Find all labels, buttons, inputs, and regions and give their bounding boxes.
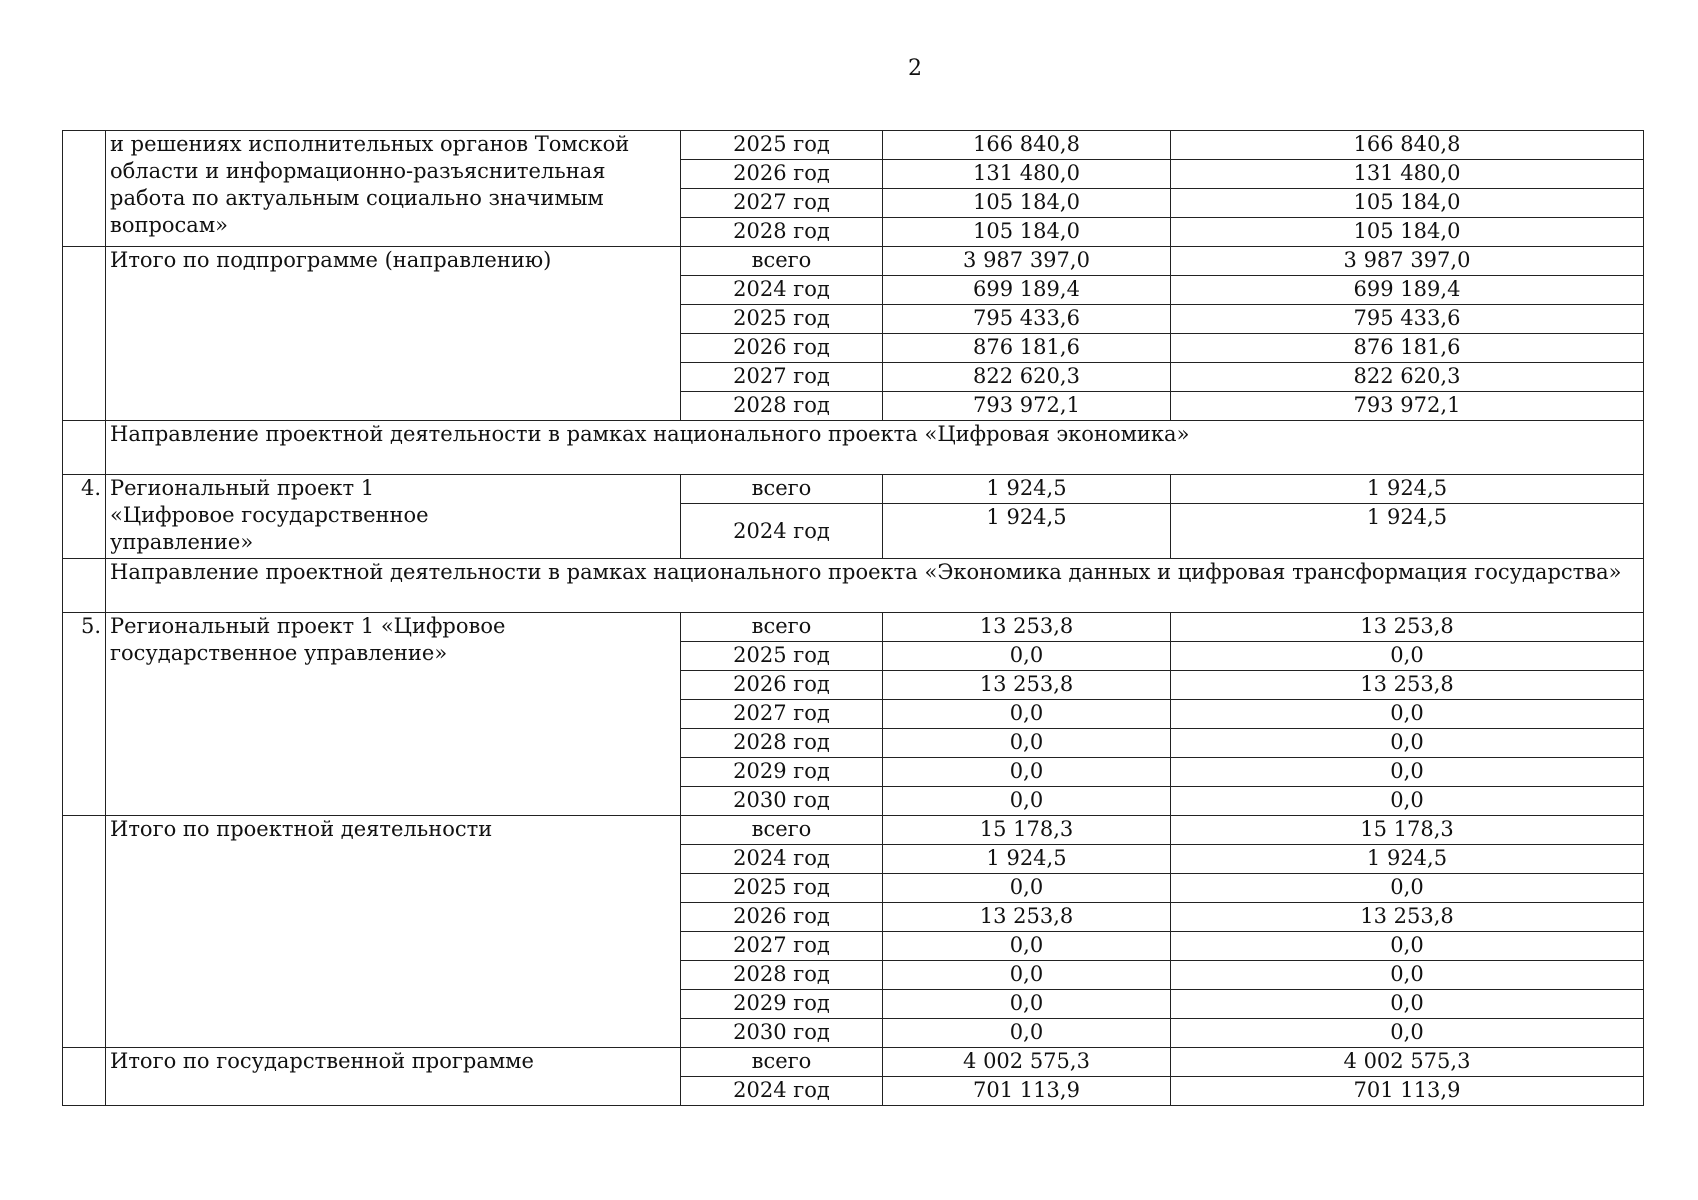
year-cell: 2027 год: [681, 363, 883, 392]
row-number-cell: 5.: [63, 613, 106, 816]
amount-cell: 0,0: [1171, 787, 1644, 816]
amount-cell: 105 184,0: [1171, 218, 1644, 247]
amount-cell: 105 184,0: [883, 189, 1171, 218]
amount-cell: 0,0: [1171, 642, 1644, 671]
amount-cell: 0,0: [883, 642, 1171, 671]
table-row: [63, 613, 1644, 642]
amount-cell: 105 184,0: [1171, 189, 1644, 218]
amount-cell: 701 113,9: [1171, 1077, 1644, 1106]
amount-cell: 0,0: [883, 990, 1171, 1019]
amount-cell: 3 987 397,0: [1171, 247, 1644, 276]
year-cell: 2030 год: [681, 787, 883, 816]
amount-cell: 0,0: [883, 1019, 1171, 1048]
amount-cell: 0,0: [883, 758, 1171, 787]
amount-cell: 0,0: [883, 700, 1171, 729]
item-name-cell: Региональный проект 1 «Цифровое государственное управление»: [106, 613, 681, 816]
amount-cell: 699 189,4: [1171, 276, 1644, 305]
amount-cell: 0,0: [883, 729, 1171, 758]
amount-cell: 13 253,8: [1171, 613, 1644, 642]
year-cell: 2027 год: [681, 700, 883, 729]
year-cell: 2025 год: [681, 131, 883, 160]
row-number-cell: [63, 247, 106, 421]
amount-cell: 793 972,1: [883, 392, 1171, 421]
amount-cell: 795 433,6: [883, 305, 1171, 334]
amount-cell: 1 924,5: [1171, 845, 1644, 874]
table-row: [63, 247, 1644, 276]
amount-cell: 0,0: [1171, 932, 1644, 961]
amount-cell: 166 840,8: [1171, 131, 1644, 160]
amount-cell: 793 972,1: [1171, 392, 1644, 421]
amount-cell: 795 433,6: [1171, 305, 1644, 334]
year-cell: 2026 год: [681, 903, 883, 932]
item-name-text: Региональный проект 1 «Цифровое государственное управление»: [110, 476, 429, 554]
item-name-cell: [106, 475, 681, 559]
amount-cell: 1 924,5: [1171, 475, 1644, 504]
year-cell: всего: [681, 816, 883, 845]
year-cell: 2029 год: [681, 990, 883, 1019]
year-cell: 2025 год: [681, 642, 883, 671]
amount-cell: 13 253,8: [1171, 671, 1644, 700]
item-name-cell: и решениях исполнительных органов Томской области и информационно-разъяснительная работа по актуальным социально значимым вопросам»: [106, 131, 681, 247]
amount-cell: 3 987 397,0: [883, 247, 1171, 276]
section-heading: Направление проектной деятельности в рамках национального проекта «Цифровая экономика»: [106, 421, 1644, 475]
row-number-cell: 4.: [63, 475, 106, 559]
year-cell: 2029 год: [681, 758, 883, 787]
row-number-cell: [63, 559, 106, 613]
year-cell: 2026 год: [681, 334, 883, 363]
year-cell: 2024 год: [681, 504, 883, 559]
amount-cell: 13 253,8: [1171, 903, 1644, 932]
table-row: [63, 1048, 1644, 1077]
year-cell: всего: [681, 1048, 883, 1077]
amount-cell: 1 924,5: [883, 845, 1171, 874]
amount-cell: 13 253,8: [883, 671, 1171, 700]
page-number: 2: [908, 56, 922, 81]
amount-cell: 0,0: [1171, 961, 1644, 990]
amount-cell: 0,0: [1171, 700, 1644, 729]
amount-cell: 0,0: [883, 874, 1171, 903]
amount-cell: 15 178,3: [1171, 816, 1644, 845]
amount-cell: 4 002 575,3: [1171, 1048, 1644, 1077]
year-cell: 2028 год: [681, 961, 883, 990]
year-cell: 2027 год: [681, 932, 883, 961]
funding-table: [62, 130, 1644, 1106]
amount-cell: 0,0: [883, 787, 1171, 816]
subtotal-label-cell: Итого по проектной деятельности: [106, 816, 681, 1048]
year-cell: 2024 год: [681, 276, 883, 305]
amount-cell: 0,0: [1171, 1019, 1644, 1048]
amount-cell: 13 253,8: [883, 903, 1171, 932]
amount-cell: 166 840,8: [883, 131, 1171, 160]
table-row: [63, 131, 1644, 160]
row-number-cell: [63, 421, 106, 475]
year-cell: 2030 год: [681, 1019, 883, 1048]
amount-cell: 15 178,3: [883, 816, 1171, 845]
amount-cell: 4 002 575,3: [883, 1048, 1171, 1077]
amount-cell: 0,0: [1171, 874, 1644, 903]
section-heading-row: [63, 559, 1644, 613]
amount-cell: 876 181,6: [883, 334, 1171, 363]
amount-cell: 701 113,9: [883, 1077, 1171, 1106]
amount-cell: 822 620,3: [1171, 363, 1644, 392]
amount-cell: 1 924,5: [883, 504, 1171, 559]
table-row: [63, 475, 1644, 504]
section-heading: Направление проектной деятельности в рамках национального проекта «Экономика данных и цифровая трансформация государства»: [106, 559, 1644, 613]
year-cell: 2024 год: [681, 845, 883, 874]
year-cell: 2027 год: [681, 189, 883, 218]
year-cell: 2025 год: [681, 874, 883, 903]
subtotal-label-cell: Итого по подпрограмме (направлению): [106, 247, 681, 421]
amount-cell: 876 181,6: [1171, 334, 1644, 363]
amount-cell: 0,0: [1171, 990, 1644, 1019]
amount-cell: 105 184,0: [883, 218, 1171, 247]
year-cell: 2028 год: [681, 218, 883, 247]
section-heading-row: [63, 421, 1644, 475]
amount-cell: 0,0: [883, 932, 1171, 961]
row-number-cell: [63, 816, 106, 1048]
year-cell: всего: [681, 475, 883, 504]
amount-cell: 13 253,8: [883, 613, 1171, 642]
amount-cell: 1 924,5: [1171, 504, 1644, 559]
row-number-cell: [63, 131, 106, 247]
year-cell: 2028 год: [681, 729, 883, 758]
row-number-cell: [63, 1048, 106, 1106]
year-cell: 2028 год: [681, 392, 883, 421]
amount-cell: 0,0: [883, 961, 1171, 990]
year-cell: всего: [681, 247, 883, 276]
amount-cell: 0,0: [1171, 729, 1644, 758]
table-row: [63, 816, 1644, 845]
year-cell: всего: [681, 613, 883, 642]
year-cell: 2024 год: [681, 1077, 883, 1106]
amount-cell: 822 620,3: [883, 363, 1171, 392]
amount-cell: 0,0: [1171, 758, 1644, 787]
year-cell: 2026 год: [681, 160, 883, 189]
amount-cell: 699 189,4: [883, 276, 1171, 305]
year-cell: 2025 год: [681, 305, 883, 334]
amount-cell: 131 480,0: [1171, 160, 1644, 189]
amount-cell: 131 480,0: [883, 160, 1171, 189]
total-label-cell: Итого по государственной программе: [106, 1048, 681, 1106]
amount-cell: 1 924,5: [883, 475, 1171, 504]
year-cell: 2026 год: [681, 671, 883, 700]
